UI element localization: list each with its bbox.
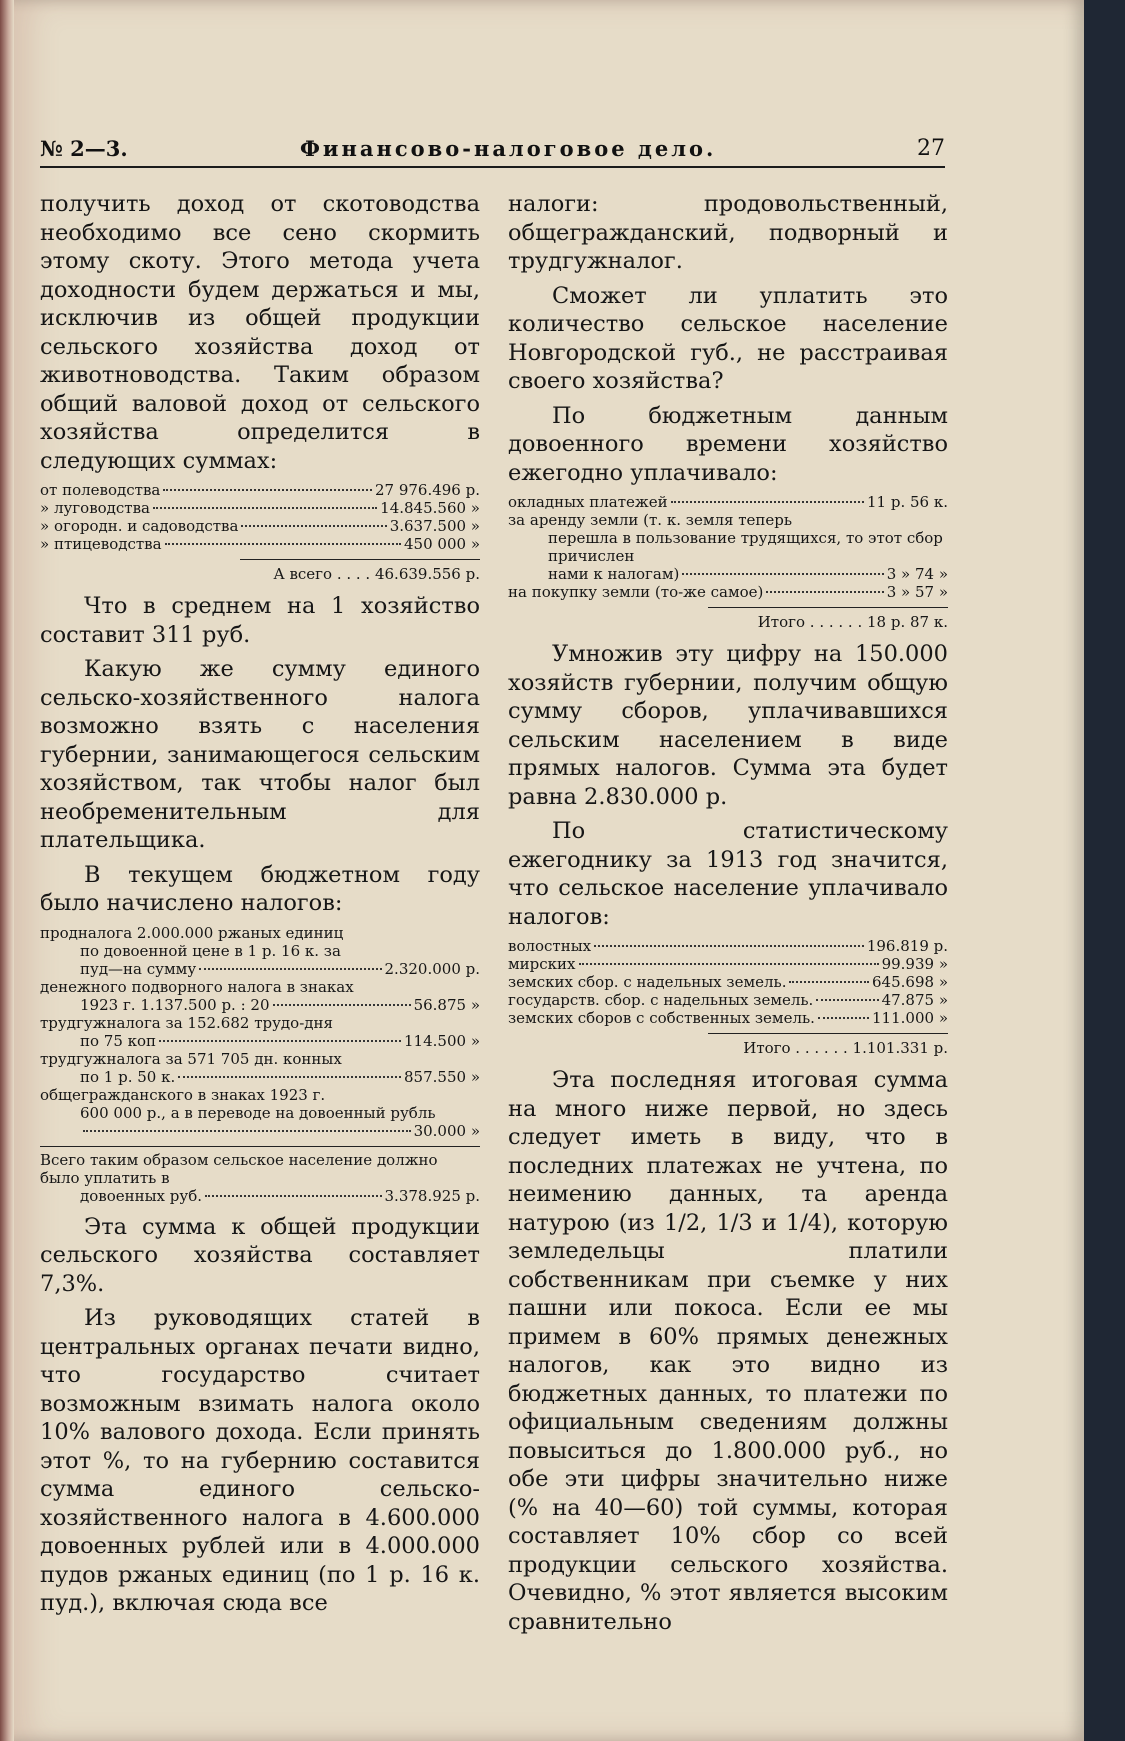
table-line: по довоенной цене в 1 р. 16 к. за — [80, 941, 341, 960]
payments-total: Итого . . . . . . 18 р. 87 к. — [757, 613, 948, 631]
paragraph: налоги: продовольственный, общегражданский, подворный и трудгужналог. — [508, 191, 948, 274]
row-value: 857.550 » — [404, 1067, 480, 1086]
row-value: 14.845.560 » — [380, 499, 480, 517]
row-label: пуд—на сумму — [80, 959, 197, 978]
taxes-1913-table — [508, 937, 948, 1058]
row-value: 111.000 » — [872, 1009, 948, 1027]
left-column — [40, 190, 480, 1618]
table-row — [40, 481, 480, 499]
table-line: продналога 2.000.000 ржаных единиц — [40, 923, 344, 942]
row-label: мирских — [508, 955, 576, 973]
tax-table — [40, 924, 480, 1205]
row-label: от полеводства — [40, 481, 161, 499]
row-label: нами к налогам) — [548, 565, 680, 583]
table-row — [508, 937, 948, 955]
row-label: » птицеводства — [40, 535, 162, 553]
row-label: по 75 коп — [80, 1031, 157, 1050]
binding-edge — [0, 0, 14, 1741]
row-value: 3 » 74 » — [886, 565, 948, 583]
row-value: 645.698 » — [872, 973, 948, 991]
divider — [708, 607, 948, 608]
table-line: Всего таким образом сельское население должно было уплатить в — [40, 1150, 438, 1187]
table-row — [508, 991, 948, 1009]
table-row — [508, 1009, 948, 1027]
paragraph: Что в среднем на 1 хозяйство составит 311 руб. — [40, 593, 480, 648]
row-value: 11 р. 56 к. — [867, 493, 948, 511]
table-row — [508, 493, 948, 511]
table-line: перешла в пользование трудящихся, то этот сбор причислен — [548, 529, 943, 565]
row-label: довоенных руб. — [80, 1186, 203, 1205]
paragraph: Сможет ли уплатить это количество сельское население Новгородской губ., не расстраивая своего хозяйства? — [508, 282, 948, 394]
table-line: общегражданского в знаках 1923 г. — [40, 1085, 326, 1104]
divider — [708, 1033, 948, 1034]
table-row — [40, 1032, 480, 1050]
row-value: 2.320.000 р. — [384, 959, 480, 978]
row-value: 3.637.500 » — [389, 517, 480, 535]
paragraph: Эта сумма к общей продукции сельского хозяйства составляет 7,3%. — [40, 1213, 480, 1297]
row-value: 30.000 » — [413, 1121, 480, 1140]
table-line: трудгужналога за 571 705 дн. конных — [40, 1049, 342, 1068]
row-value: 114.500 » — [404, 1031, 480, 1050]
paragraph: По статистическому ежегоднику за 1913 год значится, что сельское население уплачивало налогов: — [508, 818, 948, 930]
table-row — [508, 583, 948, 601]
income-total: А всего . . . . 46.639.556 р. — [273, 565, 480, 583]
payments-table — [508, 493, 948, 632]
table-row — [40, 1187, 480, 1205]
row-value: 450 000 » — [404, 535, 480, 553]
paragraph: Умножив эту цифру на 150.000 хозяйств губернии, получим общую сумму сборов, уплачивавшихся сельским населением в виде прямых налогов. Сумма эта будет равна 2.830.000 р. — [508, 641, 948, 810]
table-row — [508, 973, 948, 991]
table-row — [508, 955, 948, 973]
taxes-1913-total: Итого . . . . . . 1.101.331 р. — [743, 1039, 948, 1057]
table-row — [508, 565, 948, 583]
row-value: 99.939 » — [881, 955, 948, 973]
table-line: денежного подворного налога в знаках — [40, 977, 354, 996]
row-label: государств. сбор. с надельных земель. — [508, 991, 814, 1009]
row-label: на покупку земли (то-же самое) — [508, 583, 764, 601]
row-label: волостных — [508, 937, 592, 955]
table-row — [40, 960, 480, 978]
row-value: 3.378.925 р. — [384, 1186, 480, 1205]
table-line: 600 000 р., а в переводе на довоенный рубль — [80, 1103, 436, 1122]
row-value: 196.819 р. — [866, 937, 948, 955]
row-label: » луговодства — [40, 499, 150, 517]
row-label: земских сборов с собственных земель. — [508, 1009, 815, 1027]
income-table — [40, 481, 480, 584]
row-label: окладных платежей — [508, 493, 668, 511]
row-label: 1923 г. 1.137.500 р. : 20 — [80, 995, 270, 1014]
row-value: 3 » 57 » — [886, 583, 948, 601]
running-header — [40, 136, 945, 168]
paragraph: получить доход от скотоводства необходимо все сено скормить этому скоту. Этого метода учета доходности будем держаться и мы, исключив из общей продукции сельского хозяйства доход от животноводства. Таким образом общий валовой доход от сельского хозяйства определится в следующих суммах: — [40, 191, 480, 474]
row-value: 27 976.496 р. — [374, 481, 480, 499]
table-row — [40, 535, 480, 553]
paragraph: В текущем бюджетном году было начислено налогов: — [40, 861, 480, 916]
row-label: » огородн. и садоводства — [40, 517, 239, 535]
table-line: трудгужналога за 152.682 трудо-дня — [40, 1013, 333, 1032]
paragraph: По бюджетным данным довоенного времени хозяйство ежегодно уплачивало: — [508, 402, 948, 486]
table-line: за аренду земли (т. к. земля теперь — [508, 511, 793, 529]
issue-number: № 2—3. — [40, 136, 128, 161]
row-value: 47.875 » — [881, 991, 948, 1009]
table-row — [40, 1068, 480, 1086]
table-row — [40, 996, 480, 1014]
table-row — [40, 1122, 480, 1140]
row-label: по 1 р. 50 к. — [80, 1067, 176, 1086]
paragraph: Эта последняя итоговая сумма на много ниже первой, но здесь следует иметь в виду, что в последних платежах не учтена, по неимению данных, та аренда натурою (из 1/2, 1/3 и 1/4), которую земледельцы платили собственникам при съемке у них пашни или покоса. Если ее мы примем в 60% прямых денежных налогов, как это видно из бюджетных данных, то платежи по официальным сведениям должны повыситься до 1.800.000 руб., но обе эти цифры значительно ниже (% на 40—60) той суммы, которая составляет 10% сбор со всей продукции сельского хозяйства. Очевидно, % этот является высоким сравнительно — [508, 1067, 948, 1635]
divider — [240, 559, 480, 560]
paragraph: Какую же сумму единого сельско-хозяйственного налога возможно взять с населения губернии, занимающегося сельским хозяйством, так чтобы налог был необременительным для плательщика. — [40, 656, 480, 853]
divider — [40, 1146, 480, 1147]
table-row — [40, 499, 480, 517]
journal-title: Финансово-налоговое дело. — [300, 136, 717, 161]
table-row — [40, 517, 480, 535]
right-column — [508, 190, 948, 1636]
paragraph: Из руководящих статей в центральных органах печати видно, что государство считает возможным взимать налога около 10% валового дохода. Если принять этот %, то на губернию составится сумма единого сельско-хозяйственного налога в 4.600.000 довоенных рублей или в 4.000.000 пудов ржаных единиц (по 1 р. 16 к. пуд.), включая сюда все — [40, 1305, 480, 1616]
row-label: земских сбор. с надельных земель. — [508, 973, 787, 991]
page-number: 27 — [917, 136, 945, 161]
row-value: 56.875 » — [413, 995, 480, 1014]
